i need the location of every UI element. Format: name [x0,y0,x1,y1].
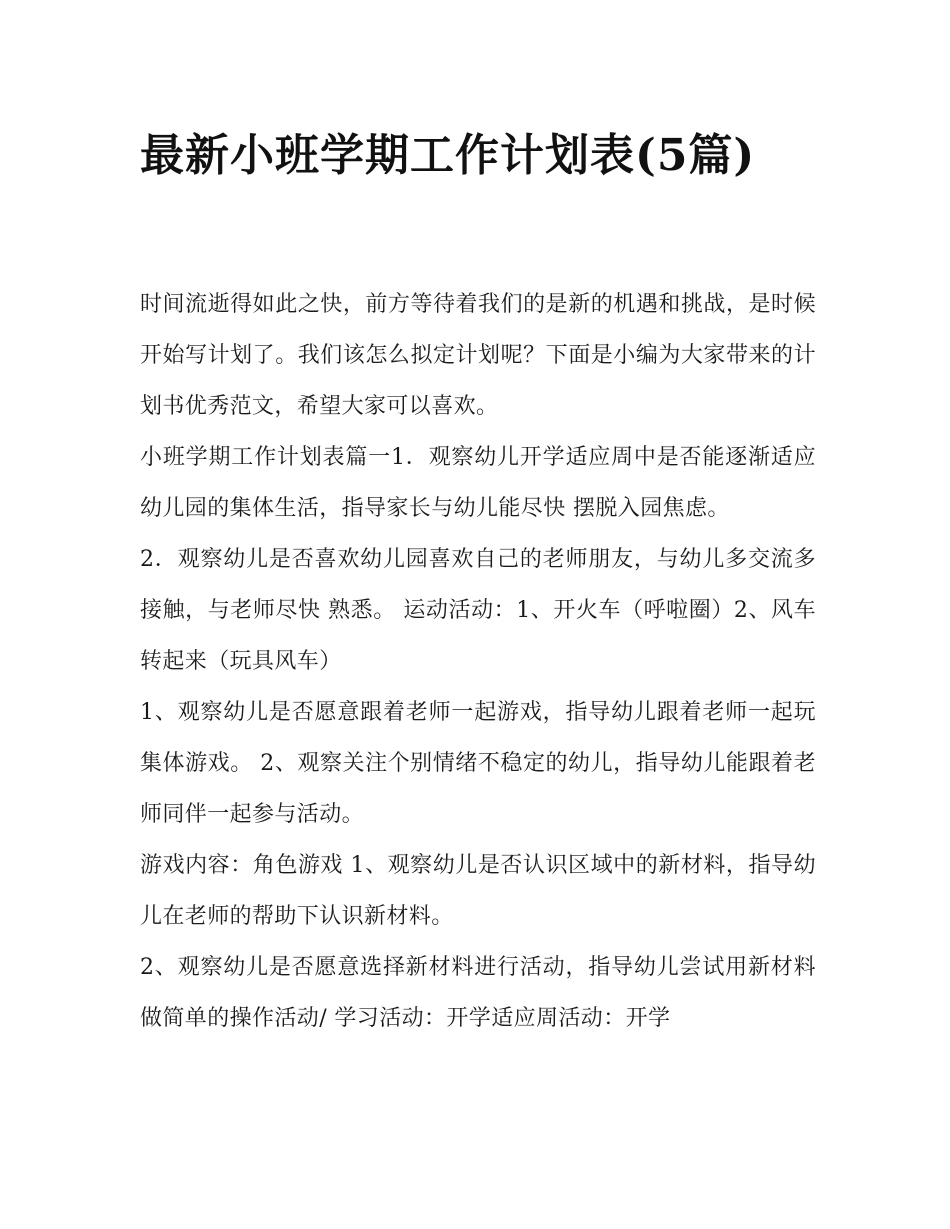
paragraph-game-content: 游戏内容：角色游戏 1、观察幼儿是否认识区域中的新材料，指导幼儿在老师的帮助下认识新材料。 [140,853,816,929]
paragraph-observation-2: 2．观察幼儿是否喜欢幼儿园喜欢自己的老师朋友，与幼儿多交流多接触，与老师尽快 熟悉。 运动活动：1、开火车（呼啦圈）2、风车转起来（玩具风车） [140,547,816,674]
paragraph-new-materials: 2、观察幼儿是否愿意选择新材料进行活动，指导幼儿尝试用新材料做简单的操作活动/ 学习活动：开学适应周活动：开学 [140,955,816,1031]
document-body [140,279,816,1044]
document-title: 最新小班学期工作计划表(5篇) [140,130,756,181]
paragraph-intro: 时间流逝得如此之快，前方等待着我们的是新的机遇和挑战，是时候开始写计划了。我们该怎么拟定计划呢？下面是小编为大家带来的计划书优秀范文，希望大家可以喜欢。 [140,292,816,419]
paragraph-sports-observation: 1、观察幼儿是否愿意跟着老师一起游戏，指导幼儿跟着老师一起玩集体游戏。 2、观察关注个别情绪不稳定的幼儿，指导幼儿能跟着老师同伴一起参与活动。 [140,700,816,827]
paragraph-part-one: 小班学期工作计划表篇一1．观察幼儿开学适应周中是否能逐渐适应幼儿园的集体生活，指导家长与幼儿能尽快 摆脱入园焦虑。 [140,445,816,521]
